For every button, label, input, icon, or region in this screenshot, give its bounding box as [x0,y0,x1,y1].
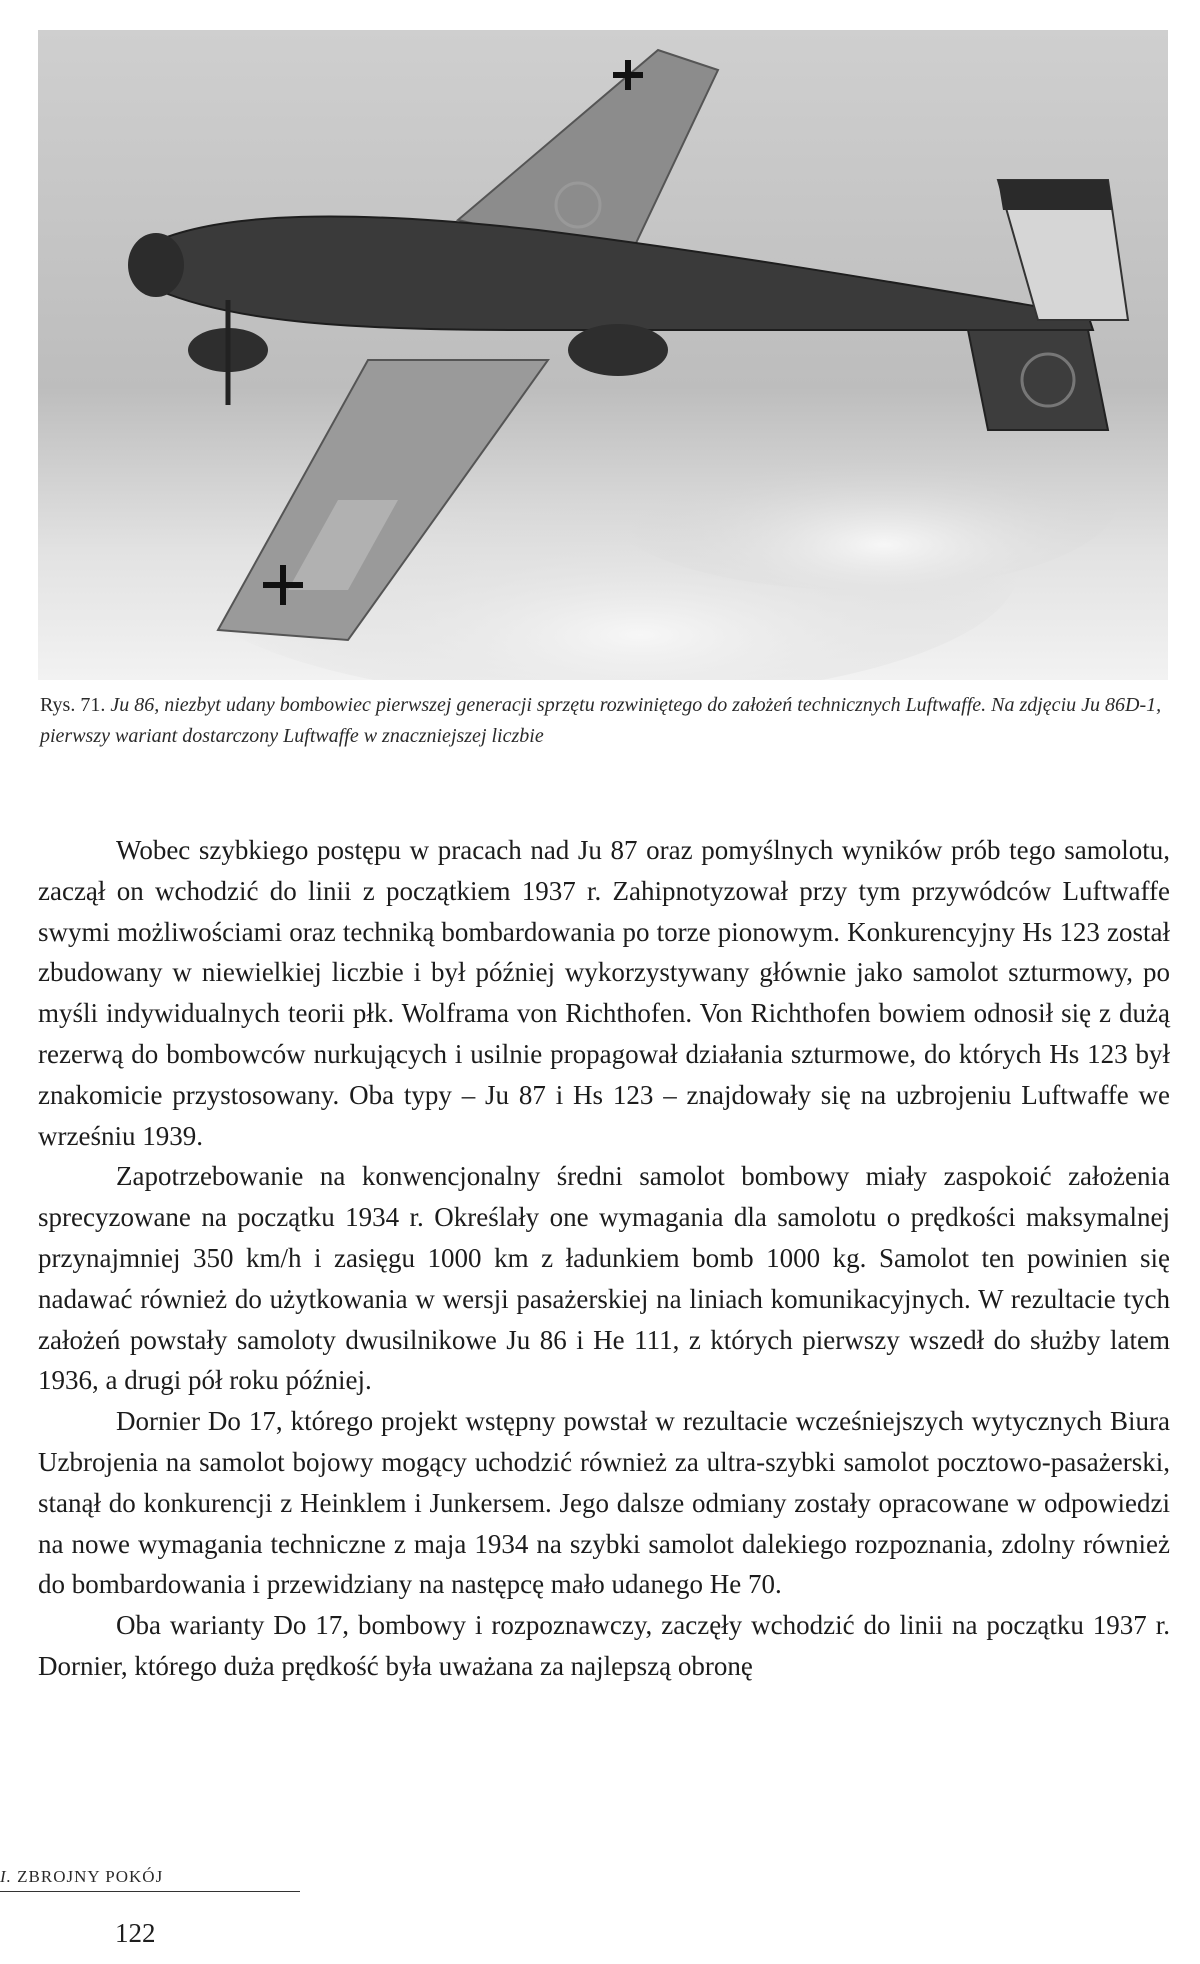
figure-caption [40,690,1170,752]
paragraph-1: Wobec szybkiego postępu w pracach nad Ju 87 oraz pomyślnych wyników prób tego samolotu, zaczął on wchodzić do linii z początkiem 1937 r. Zahipnotyzował przy tym przywódców Luftwaffe swymi możliwościami oraz techniką bombardowania po torze pionowym. Konkurencyjny Hs 123 został zbudowany w niewielkiej liczbie i był później wykorzystywany głównie jako samolot szturmowy, po myśli indywidualnych teorii płk. Wolframa von Richthofen. Von Richthofen bowiem odnosił się z dużą rezerwą do bombowców nurkujących i usilnie propagował działania szturmowe, do których Hs 123 był znakomicie przystosowany. Oba typy – Ju 87 i Hs 123 – znajdowały się na uzbrojeniu Luftwaffe we wrześniu 1939. [38,835,1170,1151]
ju86-bomber-image [38,30,1168,680]
page-number: 122 [115,1918,156,1948]
paragraph-3: Dornier Do 17, którego projekt wstępny powstał w rezultacie wcześniejszych wytycznych Biura Uzbrojenia na samolot bojowy mogący uchodzić również za ultra-szybki samolot pocztowo-pasażerski, stanął do konkurencji z Heinklem i Junkersem. Jego dalsze odmiany zostały opracowane w odpowiedzi na nowe wymagania techniczne z maja 1934 na szybki samolot dalekiego rozpoznania, zdolny również do bombardowania i przewidziany na następcę mało udanego He 70. [38,1406,1170,1600]
chapter-title: ZBROJNY POKÓJ [17,1867,164,1886]
figure-label: Rys. 71. [40,694,106,716]
body-text [38,830,1170,1687]
chapter-running-head [0,1867,300,1892]
paragraph-4: Oba warianty Do 17, bombowy i rozpoznawczy, zaczęły wchodzić do linii na początku 1937 r. Dornier, którego duża prędkość była uważana za najlepszą obronę [38,1610,1170,1681]
figure-caption-text: Ju 86, niezbyt udany bombowiec pierwszej generacji sprzętu rozwiniętego do założeń technicznych Luftwaffe. Na zdjęciu Ju 86D-1, pierwszy wariant dostarczony Luftwaffe w znaczniejszej liczbie [40,694,1162,747]
aircraft-photo [38,30,1168,680]
paragraph-2: Zapotrzebowanie na konwencjonalny średni samolot bombowy miały zaspokoić założenia sprecyzowane na początku 1934 r. Określały one wymagania dla samolotu o prędkości maksymalnej przynajmniej 350 km/h i zasięgu 1000 km z ładunkiem bomb 1000 kg. Samolot ten powinien się nadawać również do użytkowania w wersji pasażerskiej na liniach komunikacyjnych. W rezultacie tych założeń powstały samoloty dwusilnikowe Ju 86 i He 111, z których pierwszy wszedł do służby latem 1936, a drugi pół roku później. [38,1161,1170,1396]
chapter-prefix: I. [0,1867,12,1886]
